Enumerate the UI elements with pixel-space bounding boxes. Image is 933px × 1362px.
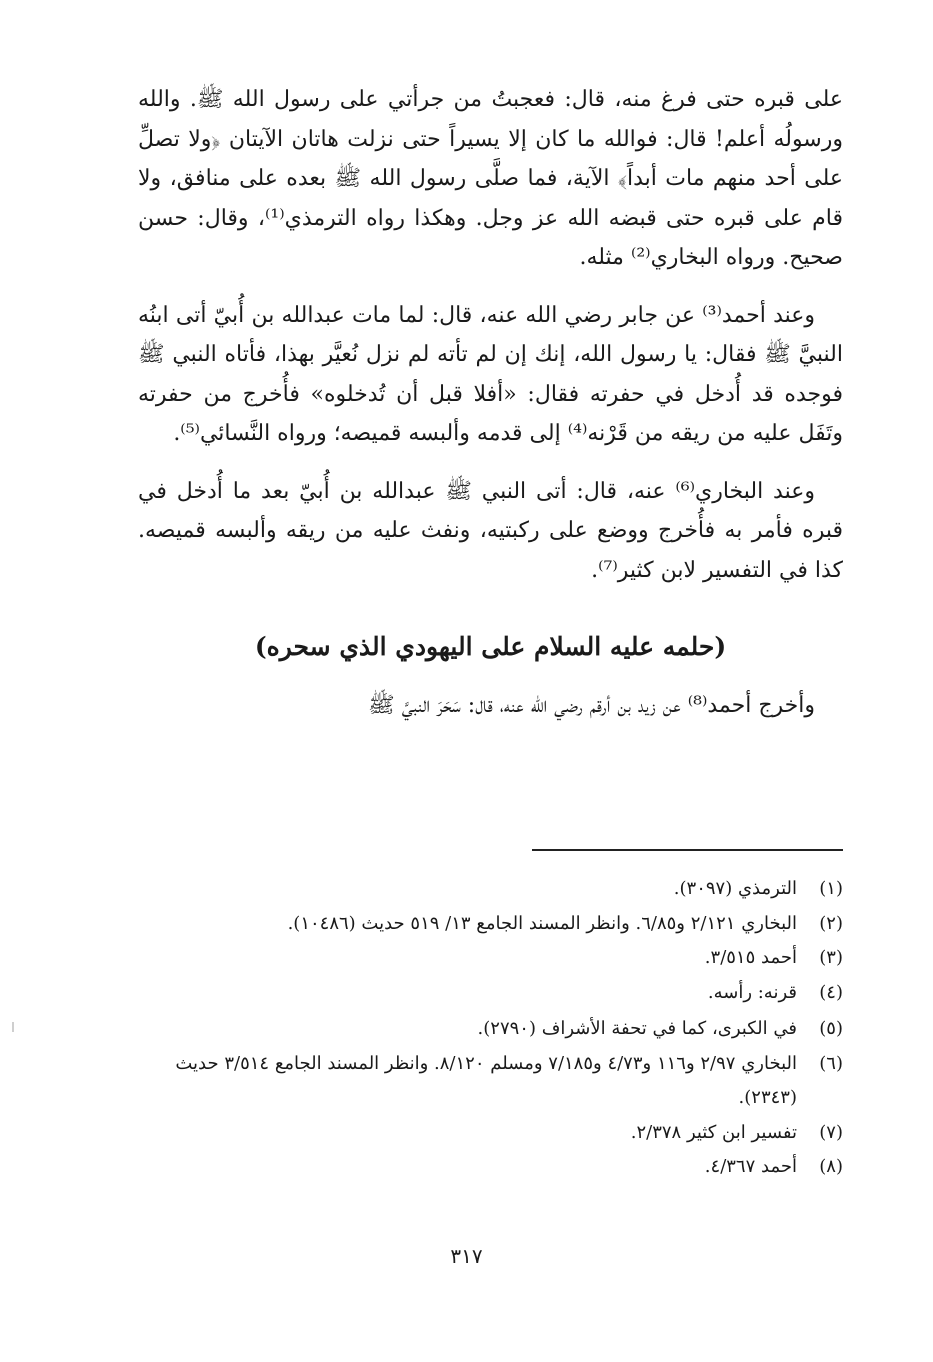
paragraph-1: على قبره حتى فرغ منه، قال: فعجبتُ من جرأتي على رسول الله ﷺ. والله ورسولُه أعلم! قال: فوالله ما كان إلا يسيراً حتى نزلت هاتان الآيتان ﴿ولا تصلِّ على أحد منهم مات أبداً﴾ الآية، فما صلَّى رسول الله ﷺ بعده على منافق، ولا قام على قبره حتى قبضه الله عز وجل. وهكذا رواه الترمذي⁽¹⁾، وقال: حسن صحيح. ورواه البخاري⁽²⁾ مثله. xyxy=(138,87,843,270)
footnote-item xyxy=(140,1150,843,1185)
footnote-item xyxy=(140,1012,843,1047)
paragraph-3: وعند البخاري⁽⁶⁾ عنه، قال: أتى النبي ﷺ عبدالله بن أُبيّ بعد ما أُدخل في قبره فأمر به فأُخرج ووضع على ركبتيه، ونفث عليه من ريقه وألبسه قميصه. كذا في التفسير لابن كثير⁽⁷⁾. xyxy=(138,478,843,583)
footnote-divider xyxy=(532,849,843,851)
page-number: ٣١٧ xyxy=(450,1244,483,1268)
paragraph-2: وعند أحمد⁽³⁾ عن جابر رضي الله عنه، قال: لما مات عبدالله بن أُبيّ أتى ابنُه النبيَّ ﷺ فقال: يا رسول الله، إنك إن لم تأته لم نزل نُعيَّر بهذا، فأتاه النبي ﷺ فوجده قد أُدخل في حفرته فقال: «أفلا قبل أن تُدخلوه» فأُخرج من حفرته وتَفَل عليه من ريقه من قَرْنه⁽⁴⁾ إلى قدمه وألبسه قميصه؛ ورواه النَّسائي⁽⁵⁾. xyxy=(138,302,843,446)
footnote-number: (٣) xyxy=(819,947,843,968)
footnotes xyxy=(140,872,843,1185)
footnote-number: (٧) xyxy=(819,1121,843,1143)
footnote-number: (٢) xyxy=(819,912,843,934)
main-text xyxy=(138,80,843,726)
footnote-text: البخاري ٢/١٢١ و٦/٨٥. وانظر المسند الجامع ١٣/ ٥١٩ حديث (١٠٤٨٦). xyxy=(287,912,797,934)
footnote-item xyxy=(140,941,843,976)
footnote-item xyxy=(140,1047,843,1116)
footnote-item xyxy=(140,872,843,907)
footnote-item xyxy=(140,907,843,942)
footnote-text: أحمد ٤/٣٦٧. xyxy=(704,1156,797,1177)
footnote-text: أحمد ٣/٥١٥. xyxy=(704,947,797,968)
margin-mark xyxy=(12,1022,14,1032)
footnote-number: (٥) xyxy=(819,1018,843,1039)
footnote-number: (١) xyxy=(819,878,843,899)
footnote-text: الترمذي (٣٠٩٧). xyxy=(673,878,797,899)
footnote-text: البخاري ٢/٩٧ و١١٦ و٤/٧٣ و٧/١٨٥ ومسلم ٨/١٢٠. وانظر المسند الجامع ٣/٥١٤ حديث (٢٣٤٣). xyxy=(175,1052,797,1108)
paragraph-4: وأخرج أحمد⁽⁸⁾ عن زيد بن أرقم رضي الله عنه، قال: سَحَرَ النبيَّ ﷺ xyxy=(368,693,815,718)
footnote-text: في الكبرى، كما في تحفة الأشراف (٢٧٩٠). xyxy=(477,1018,797,1039)
footnote-number: (٨) xyxy=(819,1156,843,1177)
footnote-text: تفسير ابن كثير ٢/٣٧٨. xyxy=(630,1121,797,1143)
footnote-item xyxy=(140,976,843,1011)
footnote-text: قرنه: رأسه. xyxy=(707,981,797,1003)
footnote-item xyxy=(140,1116,843,1151)
footnote-number: (٦) xyxy=(819,1052,843,1074)
section-heading: (حلمه عليه السلام على اليهودي الذي سحره) xyxy=(254,632,727,661)
footnote-number: (٤) xyxy=(819,981,843,1003)
